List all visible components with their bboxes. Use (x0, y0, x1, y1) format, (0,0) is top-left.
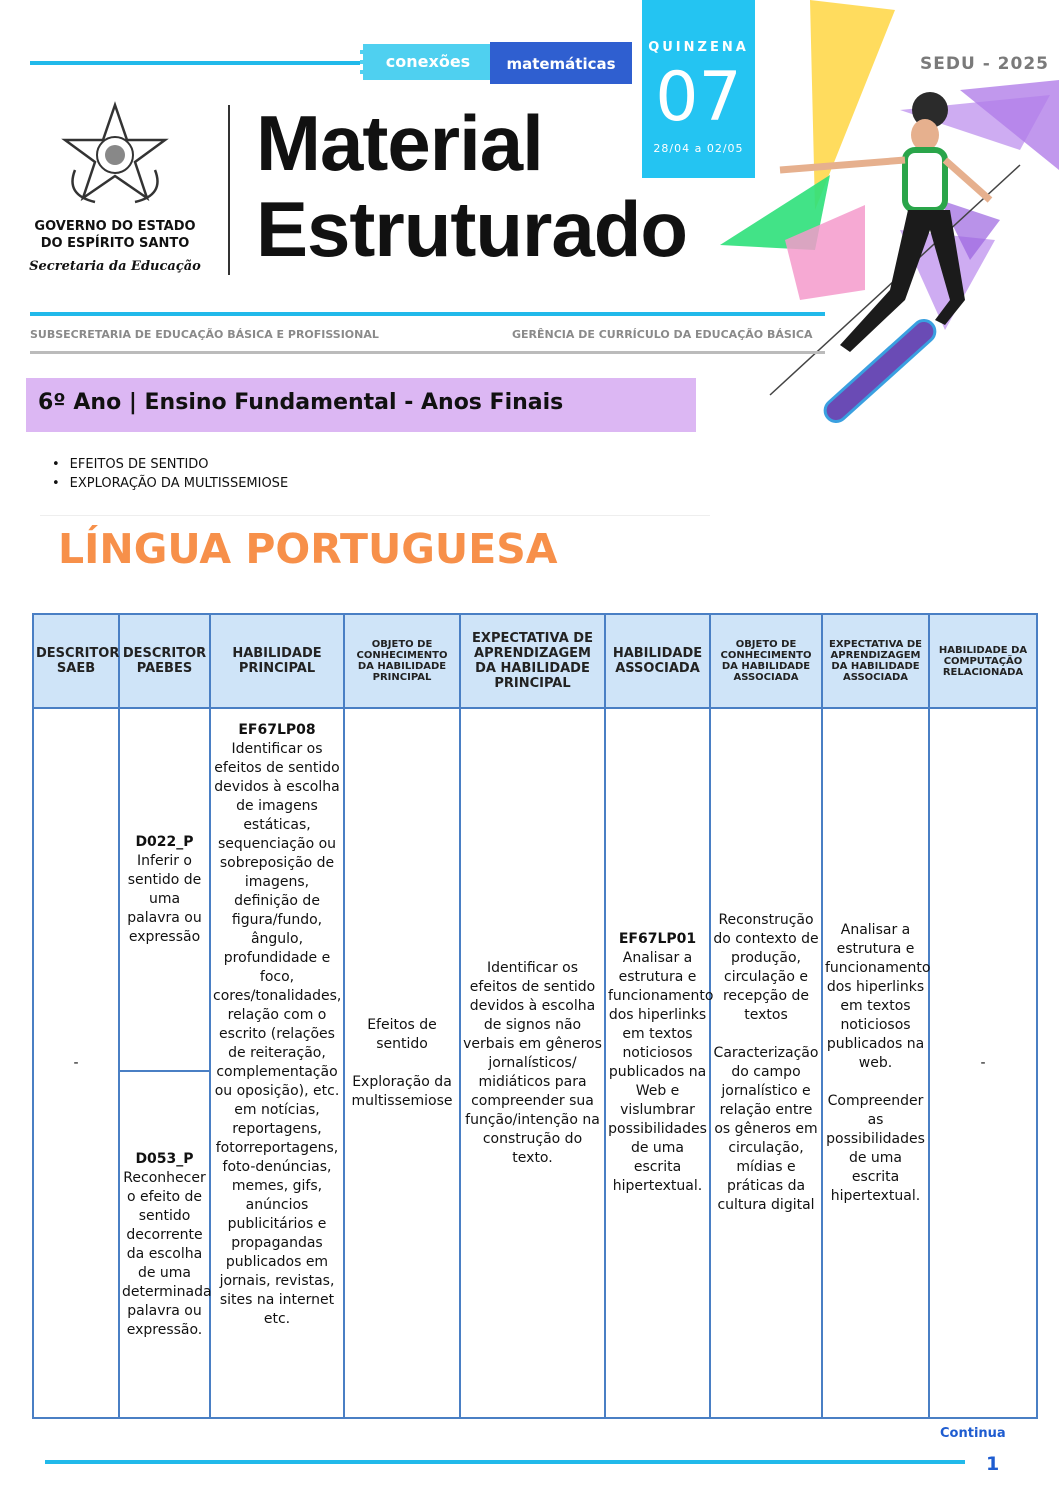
objeto-associada-1: Reconstrução do contexto de produção, circulação e recepção de textos (713, 912, 819, 1023)
table-row (33, 708, 1037, 1071)
page-title (256, 100, 687, 272)
expectativa-associada-1: Analisar a estrutura e funcionamento dos hiperlinks em textos noticiosos publicados na web. (825, 921, 931, 1071)
habilidade-text: Identificar os efeitos de sentido devidos à escolha de imagens estáticas, sequenciação ou sobreposição de imagens, definição de figura/fundo, ângulo, profundidade e foco, cores/tonalidades, relação com o escrito (relações de reiteração, complementação ou oposição), etc. em notícias, reportagens, fotorreportagens, foto-denúncias, memes, gifs, anúncios publicitários e propagandas publicados em jornais, revistas, sites na internet etc. (213, 741, 342, 1327)
sedu-year: SEDU - 2025 (920, 54, 1049, 74)
badge-matematicas: matemáticas (490, 42, 632, 84)
header-computacao: HABILIDADE DA COMPUTAÇÃO RELACIONADA (929, 614, 1037, 708)
subsecretaria-label: SUBSECRETARIA DE EDUCAÇÃO BÁSICA E PROFISSIONAL (30, 328, 379, 341)
header-objeto-principal: OBJETO DE CONHECIMENTO DA HABILIDADE PRINCIPAL (344, 614, 460, 708)
gerencia-label: GERÊNCIA DE CURRÍCULO DA EDUCAÇÃO BÁSICA (512, 328, 813, 341)
page-number: 1 (986, 1453, 1000, 1475)
associada-code: EF67LP01 (618, 931, 697, 947)
decorative-divider (40, 515, 710, 516)
header-bottom-line (30, 312, 825, 316)
header-habilidade-principal: HABILIDADE PRINCIPAL (210, 614, 344, 708)
government-name (20, 218, 210, 252)
footer-line (45, 1460, 965, 1464)
header-descritor-saeb: DESCRITOR SAEB (33, 614, 119, 708)
title-line-2: Estruturado (256, 185, 688, 273)
header-habilidade-associada: HABILIDADE ASSOCIADA (605, 614, 710, 708)
objeto-principal-2: Exploração da multissemiose (351, 1073, 453, 1109)
gov-line-1: GOVERNO DO ESTADO (34, 219, 196, 234)
topic-list (52, 455, 288, 493)
paebes-2-code: D053_P (135, 1150, 194, 1167)
header-objeto-associada: OBJETO DE CONHECIMENTO DA HABILIDADE ASSOCIADA (710, 614, 822, 708)
subject-title: LÍNGUA PORTUGUESA (58, 525, 558, 573)
associada-text: Analisar a estrutura e funcionamento dos hiperlinks em textos noticiosos publicados na Web e vislumbrar possibilidades de uma escrita hipertextual. (608, 950, 714, 1194)
paebes-1-text: Inferir o sentido de uma palavra ou expressão (127, 852, 202, 945)
objeto-principal-1: Efeitos de sentido (367, 1016, 437, 1052)
continua-label: Continua (940, 1426, 1006, 1441)
cell-paebes-1 (119, 708, 210, 1071)
cell-habilidade-associada (605, 708, 714, 1418)
cell-objeto-associada (710, 708, 822, 1418)
topic-item: • EFEITOS DE SENTIDO (52, 455, 288, 474)
grade-label: 6º Ano | Ensino Fundamental - Anos Finais (38, 390, 564, 415)
quinzena-number: 07 (655, 58, 742, 137)
header-divider (228, 105, 230, 275)
badge-conexoes: conexões (360, 44, 493, 80)
header-expectativa-principal: EXPECTATIVA DE APRENDIZAGEM DA HABILIDADE PRINCIPAL (460, 614, 605, 708)
paebes-2-text: Reconhecer o efeito de sentido decorrente da escolha de uma determinada palavra ou expressão. (122, 1169, 212, 1338)
grade-bar (26, 378, 696, 432)
table-header-row (33, 614, 1037, 708)
curriculum-table (32, 613, 1038, 1419)
cell-computacao: - (929, 708, 1037, 1418)
cell-paebes-2 (119, 1071, 210, 1418)
objeto-associada-2: Caracterização do campo jornalístico e relação entre os gêneros em circulação, mídias e práticas da cultura digital (713, 1045, 819, 1213)
header-top-line (30, 61, 360, 65)
topic-item: • EXPLORAÇÃO DA MULTISSEMIOSE (52, 474, 288, 493)
title-line-1: Material (256, 99, 543, 187)
cell-expectativa-principal: Identificar os efeitos de sentido devidos à escolha de signos não verbais em gêneros jornalísticos/ midiáticos para compreender sua função/intenção na construção do texto. (460, 708, 605, 1418)
expectativa-associada-2: Compreender as possibilidades de uma escrita hipertextual. (826, 1092, 925, 1204)
habilidade-code: EF67LP08 (238, 722, 316, 738)
state-coat-of-arms (55, 100, 175, 210)
gov-line-2: DO ESPÍRITO SANTO (40, 236, 190, 251)
cell-expectativa-associada (822, 708, 929, 1418)
quinzena-label: QUINZENA (648, 40, 749, 55)
secretaria-name: Secretaria da Educação (29, 259, 201, 274)
cell-objeto-principal (344, 708, 460, 1418)
cell-habilidade (210, 708, 344, 1418)
cell-saeb: - (33, 708, 119, 1418)
paebes-1-code: D022_P (135, 833, 194, 850)
header-descritor-paebes: DESCRITOR PAEBES (119, 614, 210, 708)
subheader-divider (30, 351, 825, 354)
quinzena-dates: 28/04 a 02/05 (653, 142, 744, 155)
header-expectativa-associada: EXPECTATIVA DE APRENDIZAGEM DA HABILIDADE ASSOCIADA (822, 614, 929, 708)
